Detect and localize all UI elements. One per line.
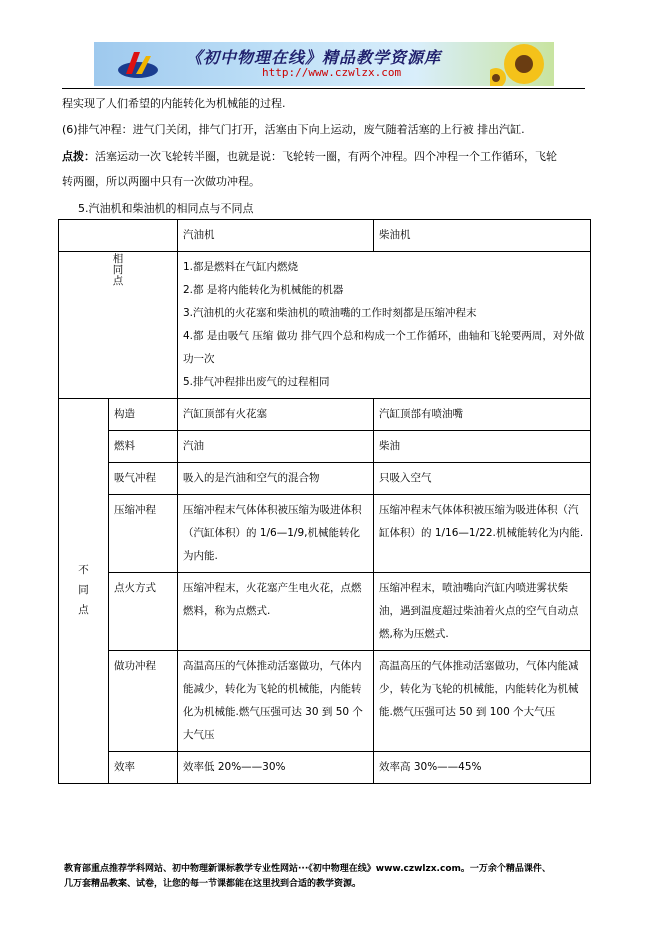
- row-diesel: 只吸入空气: [374, 463, 591, 495]
- exhaust-stroke-text: (6)排气冲程：进气门关闭，排气门打开，活塞由下向上运动，废气随着活塞的上行被 排出汽缸.: [62, 123, 525, 136]
- same-item: 1.都是燃料在气缸内燃烧: [183, 261, 299, 273]
- footer-line: 教育部重点推荐学科网站、初中物理新课标教学专业性网站···《初中物理在线》www.czwlzx.com。一万余个精品课件、: [64, 864, 551, 874]
- row-gasoline: 吸入的是汽油和空气的混合物: [178, 463, 374, 495]
- table-row: [59, 651, 591, 752]
- row-gasoline: 压缩冲程末，火花塞产生电火花，点燃燃料，称为点燃式.: [178, 573, 374, 651]
- page-footer: [64, 862, 604, 892]
- tip-text: 活塞运动一次飞轮转半圈，也就是说：飞轮转一圈，有两个冲程。四个冲程一个工作循环，飞轮: [95, 150, 557, 163]
- tip-line: [62, 148, 557, 164]
- section-title: 5.汽油机和柴油机的相同点与不同点: [78, 202, 254, 215]
- table-row: [59, 431, 591, 463]
- same-item: 3.汽油机的火花塞和柴油机的喷油嘴的工作时刻都是压缩冲程末: [183, 307, 477, 319]
- banner-url[interactable]: http://www.czwlzx.com: [262, 66, 402, 79]
- row-diesel: 效率高 30%——45%: [374, 752, 591, 784]
- tip-line-2: 转两圈，所以两圈中只有一次做功冲程。: [62, 175, 260, 188]
- table-row: [59, 752, 591, 784]
- footer-line: 几万套精品教案、试卷，让您的每一节课都能在这里找到合适的教学资源。: [64, 879, 362, 889]
- table-row: [59, 573, 591, 651]
- comparison-table: [58, 219, 591, 784]
- row-gasoline: 压缩冲程末气体体积被压缩为吸进体积（汽缸体积）的 1/6—1/9,机械能转化为内能.: [178, 495, 374, 573]
- row-diesel: 高温高压的气体推动活塞做功，气体内能减少，转化为飞轮的机械能，内能转化为机械能.燃气压强可达 50 到 100 个大气压: [374, 651, 591, 752]
- row-diesel: 汽缸顶部有喷油嘴: [374, 399, 591, 431]
- diff-label: 不同点: [78, 564, 89, 616]
- header-divider: [62, 88, 585, 89]
- header-gasoline: 汽油机: [178, 220, 374, 252]
- same-label: 相同点: [112, 253, 124, 287]
- table-row: [59, 399, 591, 431]
- table-row: [59, 463, 591, 495]
- same-items-cell: [178, 252, 591, 399]
- same-item: 4.都 是由吸气 压缩 做功 排气四个总和构成一个工作循环，曲轴和飞轮要两周，对外做功一次: [183, 330, 585, 365]
- row-item: 压缩冲程: [109, 495, 178, 573]
- row-gasoline: 汽油: [178, 431, 374, 463]
- row-item: 做功冲程: [109, 651, 178, 752]
- same-item: 2.都 是将内能转化为机械能的机器: [183, 284, 344, 296]
- row-diesel: 压缩冲程末气体体积被压缩为吸进体积（汽缸体积）的 1/16—1/22.机械能转化为内能.: [374, 495, 591, 573]
- row-gasoline: 汽缸顶部有火花塞: [178, 399, 374, 431]
- row-item: 燃料: [109, 431, 178, 463]
- table-header-row: [59, 220, 591, 252]
- row-gasoline: 高温高压的气体推动活塞做功，气体内能减少，转化为飞轮的机械能，内能转化为机械能.燃气压强可达 30 到 50 个大气压: [178, 651, 374, 752]
- row-gasoline: 效率低 20%——30%: [178, 752, 374, 784]
- banner-title: 《初中物理在线》精品教学资源库: [186, 48, 442, 67]
- same-label-cell: [59, 252, 178, 399]
- row-diesel: 柴油: [374, 431, 591, 463]
- same-item: 5.排气冲程排出废气的过程相同: [183, 376, 330, 388]
- site-logo-icon: [116, 48, 160, 80]
- header-diesel: 柴油机: [374, 220, 591, 252]
- diff-label-cell: [59, 399, 109, 784]
- tip-label: 点拨：: [62, 150, 95, 163]
- same-points-row: [59, 252, 591, 399]
- paragraph-line: 程实现了人们希望的内能转化为机械能的过程.: [62, 97, 286, 110]
- row-item: 构造: [109, 399, 178, 431]
- row-diesel: 压缩冲程末，喷油嘴向汽缸内喷进雾状柴油，遇到温度超过柴油着火点的空气自动点燃,称为压燃式.: [374, 573, 591, 651]
- row-item: 点火方式: [109, 573, 178, 651]
- header-banner: [94, 42, 554, 86]
- row-item: 吸气冲程: [109, 463, 178, 495]
- table-row: [59, 495, 591, 573]
- row-item: 效率: [109, 752, 178, 784]
- header-blank-cell: [59, 220, 178, 252]
- sunflower-icon: [490, 42, 550, 86]
